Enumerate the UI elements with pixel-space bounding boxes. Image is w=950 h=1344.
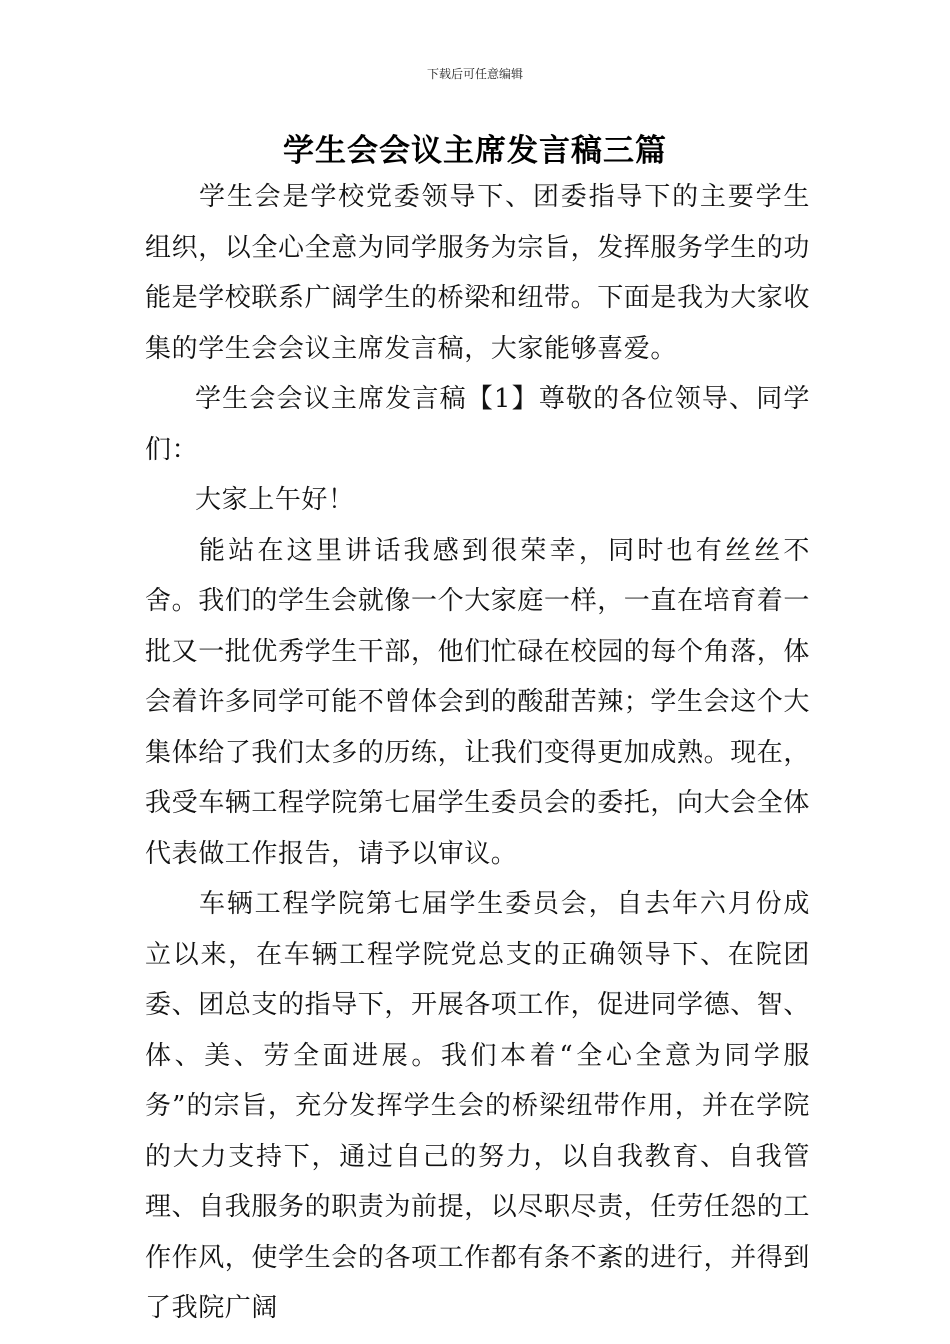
greeting-paragraph: 大家上午好！ [195,485,355,515]
intro-paragraph: 学生会是学校党委领导下、团委指导下的主要学生组织，以全心全意为同学服务为宗旨，发挥服务学生的功能是学校联系广阔学生的桥梁和纽带。下面是我为大家收集的学生会会议主席发言稿，大家能够喜爱。 [145,182,811,364]
document-title: 学生会会议主席发言稿三篇 [283,133,667,169]
speech-paragraph-2: 车辆工程学院第七届学生委员会，自去年六月份成立以来，在车辆工程学院党总支的正确领导下、在院团委、团总支的指导下，开展各项工作，促进同学德、智、体、美、劳全面进展。我们本着“全心全意为同学服务”的宗旨，充分发挥学生会的桥梁纽带作用，并在学院的大力支持下，通过自己的努力，以自我教育、自我管理、自我服务的职责为前提，以尽职尽责，任劳任怨的工作作风，使学生会的各项工作都有条不紊的进行，并得到了我院广阔 [145,889,811,1323]
speech-paragraph-1: 能站在这里讲话我感到很荣幸，同时也有丝丝不舍。我们的学生会就像一个大家庭一样，一直在培育着一批又一批优秀学生干部，他们忙碌在校园的每个角落，体会着许多同学可能不曾体会到的酸甜苦辣；学生会这个大集体给了我们太多的历练，让我们变得更加成熟。现在，我受车辆工程学院第七届学生委员会的委托，向大会全体代表做工作报告，请予以审议。 [145,535,811,869]
header-note: 下载后可任意编辑 [426,67,523,81]
document-body [145,172,810,1334]
speech-heading-paragraph: 学生会会议主席发言稿【1】尊敬的各位领导、同学们： [145,384,810,465]
